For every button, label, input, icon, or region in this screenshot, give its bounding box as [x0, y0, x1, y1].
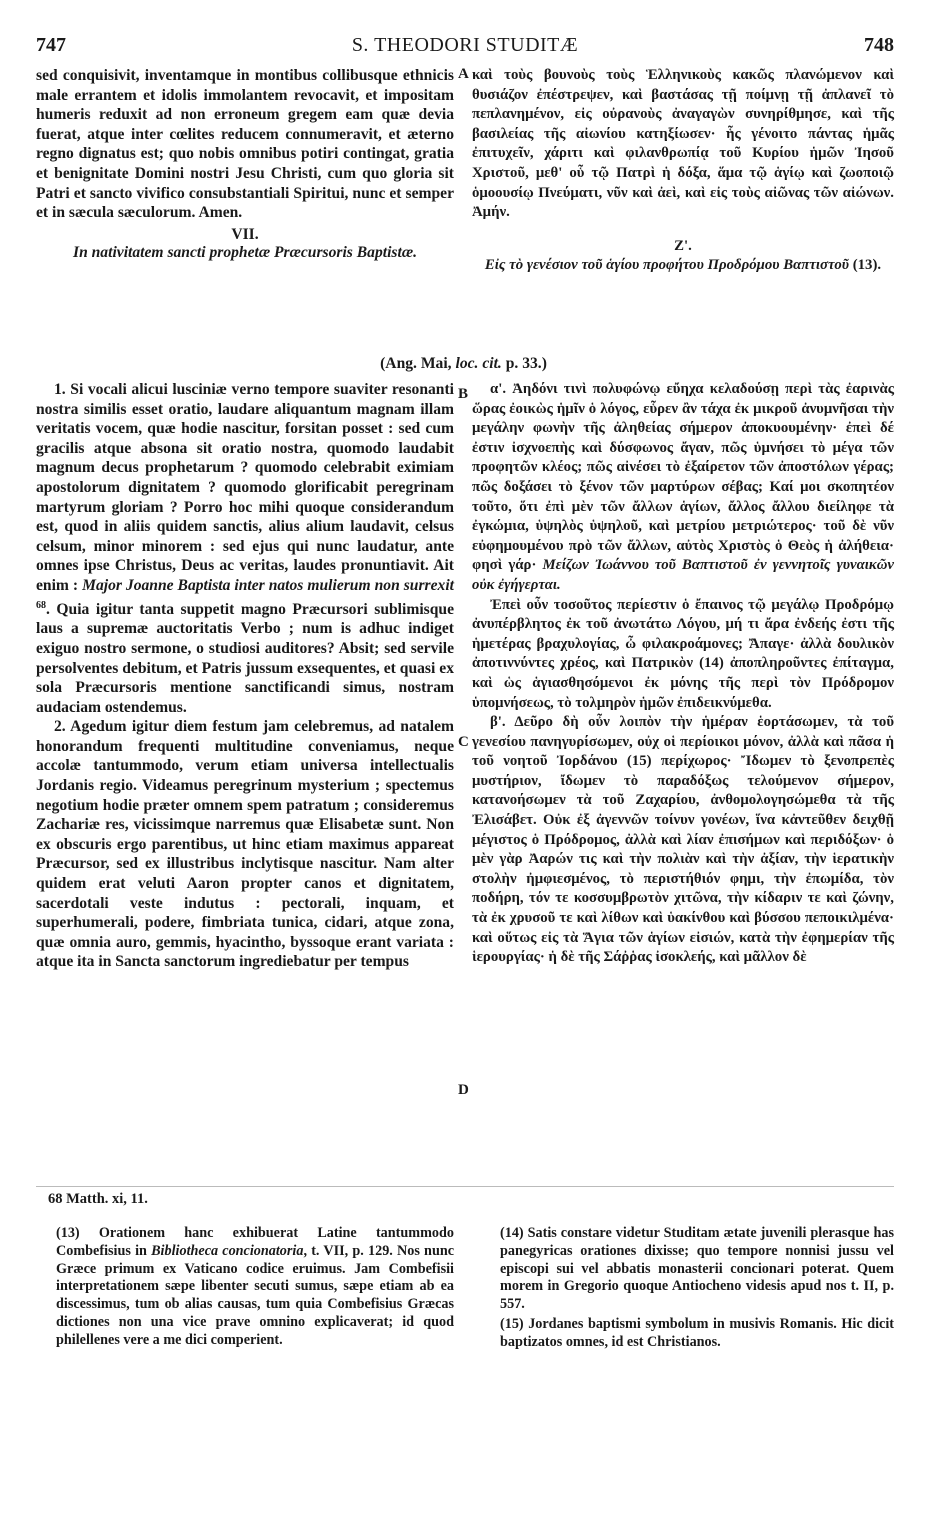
source-citation [0, 355, 927, 373]
greek-section-title [472, 256, 894, 274]
footnotes-left [56, 1225, 454, 1352]
latin-paragraph-1 [36, 380, 454, 717]
margin-marker-b: B [458, 386, 469, 402]
greek-paragraph-1b: Ἐπεὶ οὖν τοσοῦτος περίεστιν ὁ ἔπαινος τῷ μεγάλῳ Προδρόμῳ ἀνυπέρβλητος ἐκ τοῦ ἀνωτάτω Λόγου, μή τι ἄρα ἐνδεής ἐστι τῆς ἡμετέρας βραχυλογίας, ὦ φιλακροάμονες; Ἄπαγε· ἀλλὰ δουλικὸν ἀποτιννύντες χρέος, καὶ Πατρικὸν (14) ἀποπληροῦντες ἐπίταγμα, καὶ ὡς ἁγιασθησόμενοι ἐκ μόνης τῆς περὶ τὸν Πρόδρομον ὑπομνήσεως, τὸ τολμηρὸν ἡμῶν ἐπιδεικνύμεθα. [472, 596, 894, 711]
footnote-divider [36, 1186, 894, 1187]
running-header [36, 34, 894, 60]
latin-section-heading: VII. [231, 225, 259, 243]
greek-p1-quote: Μείζων Ἰωάννου τοῦ Βαπτιστοῦ ἐν γεννητοῖς γυναικῶν οὐκ ἐγήγερται. [472, 557, 894, 593]
note-13-italic: Bibliotheca concionatoria [151, 1242, 304, 1259]
greek-paragraph-1 [472, 380, 894, 596]
margin-marker-a: A [458, 66, 469, 82]
source-suffix: p. 33.) [505, 355, 547, 372]
note-13 [56, 1225, 454, 1350]
note-14: (14) Satis constare videtur Studitam ætate juvenili plerasque has panegyricas orationes dixisse; quo tempore nonnisi jussu vel episcopi sui vel abbatis monasterii concionari poterat. Quem morem in Gregorio quoque Antiocheno videsis apud nos t. II, p. 557. [500, 1225, 894, 1313]
latin-p1-text: 1. Si vocali alicui lusciniæ verno tempore suaviter resonanti nostra similis esset oratio, laudare aliquantum magnam illam veritatis vocem, quæ hodie nascitur, forsitan posset : sed cum gracilis atque absona sit oratio nostra, quomodo laudabit magnum decus prophetarum ? quomodo celebrabit eximiam apostolorum dignitatem ? quomodo glorificabit peregrinam martyrum gloriam ? Porro hoc mihi quoque considerandum est, quod in aliis quidem sanctis, alius alium laudavit, celsus celsum, minor minorem : sed ejus qui nunc laudatur, ante omnes ipse Christus, Deus ac veritas, laudes pronuntiavit. Ait enim : [36, 381, 454, 594]
greek-intro-paragraph: καὶ τοὺς βουνοὺς τοὺς Ἑλληνικοὺς κακῶς πλανώμενον καὶ θυσιάζον ἐπέστρεψεν, καὶ βαστάσας τῇ ποίμνῃ τῇ ἀπλανεῖ τὸ πεπλανημένον, εἰς οὐρανοὺς ἀναγαγὼν συνηρίθμησε, καὶ τῆς βασιλείας τῆς αἰωνίου κατηξίωσεν· ἧς γένοιτο πάντας ἡμᾶς ἐπιτυχεῖν, χάριτι καὶ φιλανθρωπίᾳ τοῦ Κυρίου ἡμῶν Ἰησοῦ Χριστοῦ, μεθ' οὗ τῷ Πατρὶ ἡ δόξα, ἅμα τῷ ἁγίῳ καὶ ζωοποιῷ ὁμοουσίῳ Πνεύματι, νῦν καὶ ἀεὶ, καὶ εἰς τοὺς αἰῶνας τῶν αἰώνων. Ἀμήν. [472, 67, 894, 221]
latin-paragraph-2: 2. Agedum igitur diem festum jam celebremus, ad natalem honorandum frequenti multitudine conveniamus, neque accolæ tantummodo, verum etiam universa intellectualis Jordanis regio. Videamus peregrinum mysterium ; spectemus negotium hodie præter omnem spem patratum ; consideremus Zachariæ res, vicissimque narremus quæ Elisabetæ sunt. Non ex obscuris ergo parentibus, ut hinc etiam maximus appareat Præcursor, sed ex illustribus inclytisque nascitur. Nam alter quidem erat veluti Aaron propter canos et dignitatem, sacerdotali veste indutus : pectorali, inquam, et superhumerali, podere, fimbriata tunica, cidari, atque zona, quæ omnia auro, gemmis, hyacintho, byssoque erant variata : atque ita in Sancta sanctorum ingrediebatur per tempus [36, 718, 454, 971]
scripture-footnote: 68 Matth. xi, 11. [48, 1191, 148, 1207]
latin-intro-paragraph: sed conquisivit, inventamque in montibus collibusque ethnicis male errantem et idolis immolantem revocavit, et impositam humeris reduxit ad non erroneum gregem eam quæ devia fuerat, atque inter cœlites reducem connumeravit, et æterno regno dignatus est; quo nobis omnibus potiri contingat, gratia et benignitate Domini nostri Jesu Christi, cum quo gloria sit Patri et sancto vivifico consubstantiali Spiritui, nunc et semper et in sæcula sæculorum. Amen. [36, 67, 454, 222]
greek-section-heading: Ζ'. [674, 237, 692, 254]
latin-p1-quote: Major Joanne Baptista inter natos mulierum non surrexit [82, 576, 454, 594]
greek-column [472, 66, 894, 274]
greek-title-text: Εἰς τὸ γενέσιον τοῦ ἁγίου προφήτου Προδρόμου Βαπτιστοῦ [484, 257, 850, 274]
margin-marker-c: C [458, 734, 469, 750]
source-prefix: (Ang. Mai, [380, 355, 452, 372]
latin-footnote-ref: 68 [36, 599, 46, 611]
greek-body [472, 380, 894, 968]
source-italic: loc. cit. [455, 355, 502, 372]
greek-paragraph-2: β'. Δεῦρο δὴ οὖν λοιπὸν τὴν ἡμέραν ἑορτάσωμεν, τὰ τοῦ γενεσίου πανηγυρίσωμεν, οὐχ οἱ περίοικοι μόνον, ἀλλὰ καὶ πᾶσα ἡ τοῦ νοητοῦ Ἰορδάνου (15) περίχωρος· Ἴδωμεν τὸ ξενοπρεπὲς μυστήριον, ἴδωμεν τὸ παραδόξως τελούμενον σήμερον, κατανοήσωμεν τὰ τοῦ Ζαχαρίου, ἀνθομολογησώμεθα τὰ τῆς Ἐλισάβετ. Οὐκ ἐξ ἀγεννῶν τοίνυν γονέων, ἵνα κἀντεῦθεν δειχθῇ μέγιστος ὁ Πρόδρομος, ἀλλὰ καὶ λίαν ἐπισήμων καὶ περιδόξων· ὁ μὲν γὰρ Ἀαρών τις καὶ τὴν πολιὰν καὶ τὴν ἀξίαν, τὴν ἱερατικὴν στολὴν ἠμφιεσμένος, τὸ περιστήθιόν φημι, τὴν ἐπωμίδα, τὸν ποδήρη, τόν τε κοσσυμβρωτὸν χιτῶνα, τὴν κίδαριν τε καὶ ζώνην, τὰ ἐκ χρυσοῦ τε καὶ λίθων καὶ ὑακίνθου καὶ βύσσου πεποικιλμένα· καὶ οὕτως εἰς τὰ Ἅγια τῶν ἁγίων εἰσιών, κατὰ τὴν ἐφημερίαν τῆς ἱερουργίας· ἡ δὲ τῆς Σάῤῥας ἰσοκλεής, καὶ μᾶλλον δὲ [472, 714, 894, 966]
latin-body [36, 380, 454, 972]
note-13-text-a: (13) Orationem hanc exhibuerat Latine tantummodo Combefisius in [56, 1225, 454, 1259]
footnotes-right [500, 1225, 894, 1354]
running-title: S. THEODORI STUDITÆ [351, 34, 579, 56]
greek-p1-text: α'. Ἀηδόνι τινὶ πολυφώνῳ εὔηχα κελαδούσῃ περὶ τὰς ἐαρινὰς ὥρας ἐοικὼς ἡμῖν ὁ λόγος, εὗρεν ἂν τάχα ἐκ μικροῦ ἀνυμνῆσαι τὴν μεγάλην φωνὴν τῆς ἀληθείας σήμερον ἀποκυουμένην· ἐπεὶ δέ ἐστιν ἰσχνοεπὴς καὶ δύσφωνος ἄγαν, πῶς ὑμνήσει τὸ μέγα τῶν προφητῶν κλέος; πῶς αἰνέσει τὸ ἐξαίρετον τῶν ἀποστόλων γέρας; πῶς δοξάσει τὸ ξένον τῶν μαρτύρων σέβας; Καί μοι σκοπητέον τοῦτο, ὅτι ἐπὶ μὲν τῶν ἄλλων ἁγίων, ἄλλος ἄλλου διείληφε τὰ ἐγκώμια, ὑψηλὸς ὑψηλοῦ, καὶ μετρίου μετριώτερος· τοῦ δὲ νῦν εὐφημουμένου πρὸ τῶν ἄλλων, αὐτὸς Χριστὸς ὁ Θεὸς ἡ ἀλήθεια· φησὶ γάρ· [472, 381, 894, 574]
note-15: (15) Jordanes baptismi symbolum in musivis Romanis. Hic dicit baptizatos omnes, id est Christianos. [500, 1315, 894, 1350]
latin-column [36, 66, 454, 262]
page-number-right: 748 [864, 34, 894, 56]
margin-marker-d: D [458, 1082, 469, 1098]
greek-title-note: (13). [852, 257, 882, 274]
page-number-left: 747 [36, 34, 66, 56]
latin-p1-rest: . Quia igitur tanta suppetit magno Præcursori sublimisque laus a supremæ auctoritatis Verbo ; num is adhuc indiget exiguo nostro sermone, o studiosi auditores? Absit; sed servile persolventes debitum, et Patris jussum exsequentes, et quasi ex sola Præcursoris mentione sanctificandi simus, nostram audaciam ostendemus. [36, 600, 454, 716]
latin-section-title: In nativitatem sancti prophetæ Præcursoris Baptistæ. [73, 244, 417, 262]
note-13-text-b: , t. VII, p. 129. Nos nunc Græce primum ex Vaticano codice eruimus. Jam Combefisii interpretationem sæpe libenter secuti sumus, sæpe etiam ab ea discessimus, tum ob alias causas, tum quia Combefisius Græcas dictiones non una vice prave omnino explicaverat; id quod philellenes vere a me dici comperient. [56, 1242, 455, 1348]
